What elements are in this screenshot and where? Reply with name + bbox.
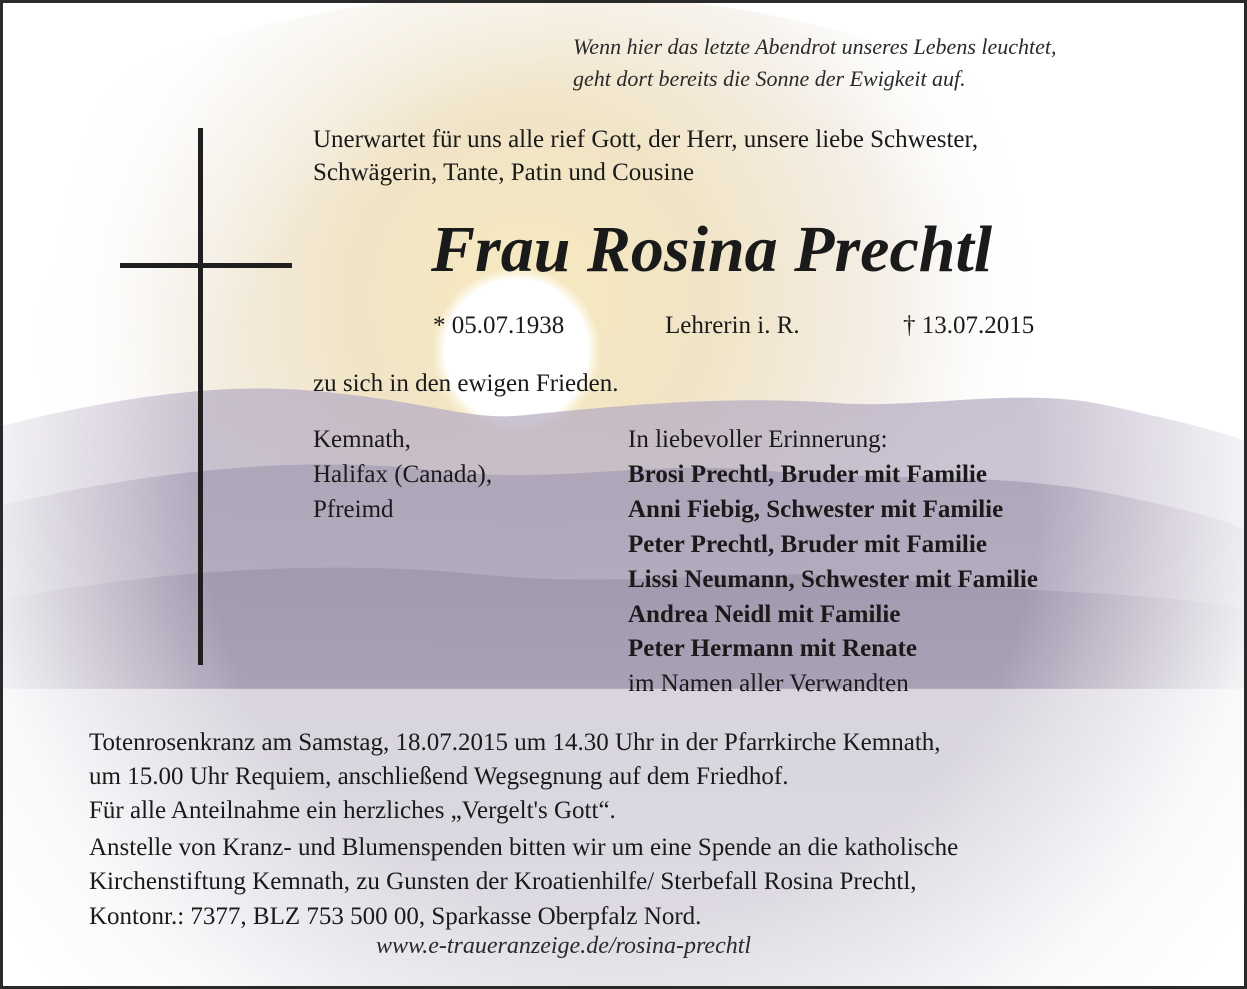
intro-line-2: Schwägerin, Tante, Patin und Cousine	[313, 159, 695, 186]
service-line-1: Totenrosenkranz am Samstag, 18.07.2015 um 14.30 Uhr in der Pfarrkirche Kemnath,	[89, 729, 941, 756]
mourner-name: Lissi Neumann, Schwester mit Familie	[628, 566, 1038, 593]
deceased-name: Frau Rosina Prechtl	[431, 213, 993, 286]
service-line-2: um 15.00 Uhr Requiem, anschließend Wegsegnung auf dem Friedhof.	[89, 763, 789, 790]
mourner-name: Peter Prechtl, Bruder mit Familie	[628, 531, 987, 558]
death-date: † 13.07.2015	[903, 312, 1035, 339]
mourner-name: Peter Hermann mit Renate	[628, 635, 918, 662]
mourner-name: Brosi Prechtl, Bruder mit Familie	[628, 461, 987, 488]
cross-icon-vertical-beam	[198, 128, 203, 665]
place-item: Kemnath,	[313, 426, 411, 453]
donation-line-3: Kontonr.: 7377, BLZ 753 500 00, Sparkasse Oberpfalz Nord.	[89, 903, 702, 930]
profession: Lehrerin i. R.	[665, 312, 800, 339]
service-line-3: Für alle Anteilnahme ein herzliches „Vergelt's Gott“.	[89, 797, 616, 824]
motto-line-1: Wenn hier das letzte Abendrot unseres Lebens leuchtet,	[573, 34, 1057, 59]
mourners-closing: im Namen aller Verwandten	[628, 670, 909, 697]
donation-line-1: Anstelle von Kranz- und Blumenspenden bitten wir um eine Spende an die katholische	[89, 834, 959, 861]
peace-line: zu sich in den ewigen Frieden.	[313, 370, 619, 397]
donation-line-2: Kirchenstiftung Kemnath, zu Gunsten der Kroatienhilfe/ Sterbefall Rosina Prechtl,	[89, 868, 917, 895]
motto-line-2: geht dort bereits die Sonne der Ewigkeit auf.	[573, 66, 966, 91]
birth-date: * 05.07.1938	[433, 312, 565, 339]
intro-line-1: Unerwartet für uns alle rief Gott, der Herr, unsere liebe Schwester,	[313, 126, 979, 153]
mourners-heading: In liebevoller Erinnerung:	[628, 426, 888, 453]
mourner-name: Anni Fiebig, Schwester mit Familie	[628, 496, 1004, 523]
place-item: Halifax (Canada),	[313, 461, 493, 488]
cross-icon-horizontal-beam	[120, 263, 292, 268]
website-link[interactable]: www.e-traueranzeige.de/rosina-prechtl	[376, 933, 752, 959]
mourner-name: Andrea Neidl mit Familie	[628, 601, 901, 628]
place-item: Pfreimd	[313, 496, 394, 523]
